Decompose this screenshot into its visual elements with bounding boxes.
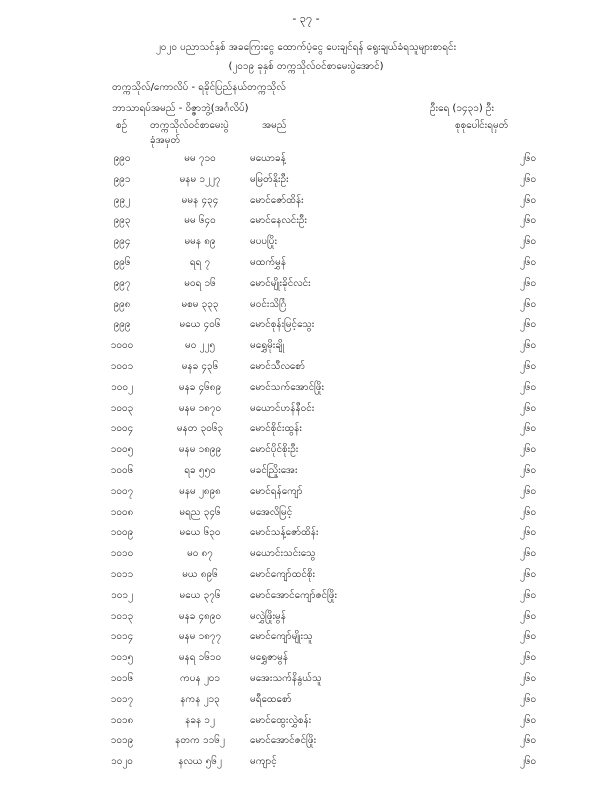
- table-row: [0, 629, 612, 650]
- serial-number: ၁၀၀၃: [110, 402, 134, 414]
- serial-number: ၉၉၁: [113, 173, 131, 185]
- total-marks: ၂၆၀: [519, 589, 537, 601]
- student-name: မောင်နေလင်းဦး: [250, 215, 307, 227]
- roll-number: မဝ ၈၇: [187, 548, 213, 560]
- student-name: မောင်သက်အောင်ဖြိုး: [250, 381, 325, 393]
- header-name: အမည်: [262, 120, 287, 131]
- table-row: [0, 505, 612, 526]
- student-name: မောင်မျိုးခိုင်လင်း: [250, 277, 311, 289]
- table-row: [0, 213, 612, 234]
- total-marks: ၂၆၀: [519, 361, 537, 372]
- student-name: မောင်အောင်ကျော်ဇင်ဖြိုး: [250, 589, 338, 601]
- total-marks: ၂၆၀: [519, 277, 537, 289]
- serial-number: ၁၀၀၆: [110, 465, 134, 476]
- table-row: [0, 567, 612, 588]
- table-row: [0, 234, 612, 255]
- serial-number: ၉၉၄: [113, 236, 131, 248]
- student-name: မောင်စုန်းမြင့်သွေး: [250, 319, 315, 331]
- total-marks: ၂၆၀: [519, 236, 537, 248]
- table-row: [0, 546, 612, 567]
- serial-number: ၁၀၂၀: [111, 756, 133, 768]
- table-row: [0, 317, 612, 338]
- table-row: [0, 359, 612, 380]
- roll-number: မမန ၈၉: [184, 236, 216, 248]
- table-row: [0, 401, 612, 422]
- table-row: [0, 193, 612, 214]
- document-subtitle: (၂၀၁၉ ခုနှစ် တက္ကသိုလ်ဝင်စာမေးပွဲအောင်): [228, 61, 384, 72]
- roll-number: နကန ၂၁၃: [180, 693, 220, 705]
- university-label: တက္ကသိုလ်/ကောလိပ် - ရခိုင်ပြည်နယ်တက္ကသိုလ်: [112, 82, 286, 93]
- serial-number: ၁၀၀၀: [110, 340, 134, 352]
- table-row: [0, 754, 612, 775]
- table-row: [0, 151, 612, 172]
- total-marks: ၂၆၀: [519, 465, 537, 476]
- roll-number: မနမ ၁၈၇၇: [178, 631, 222, 643]
- serial-number: ၁၀၀၄: [110, 423, 134, 435]
- roll-number: မစမ ၃၃၃: [181, 298, 219, 310]
- roll-number: နလယ ၅၆၂: [178, 756, 222, 768]
- student-name: မောင်သီလစော်: [250, 361, 306, 372]
- roll-number: မရည ၃၄၆: [179, 506, 221, 518]
- table-row: [0, 713, 612, 734]
- total-marks: ၂၆၀: [519, 485, 537, 497]
- total-marks: ၂၆၀: [519, 257, 537, 268]
- total-marks: ၂၆၀: [519, 444, 537, 456]
- roll-number: မဝရ ၁၆: [184, 277, 216, 289]
- serial-number: ၉၉၀: [113, 153, 131, 164]
- serial-number: ၁၀၁၁: [110, 569, 134, 580]
- student-name: မမြတ်နိုးဦး: [250, 173, 289, 185]
- total-marks: ၂၆၀: [519, 610, 537, 622]
- table-row: [0, 525, 612, 546]
- total-marks: ၂၆၀: [519, 548, 537, 560]
- roll-number: မဝ ၂၂၅: [185, 340, 215, 352]
- roll-number: နခန ၁၂: [185, 714, 215, 726]
- serial-number: ၁၀၁၅: [110, 652, 134, 664]
- serial-number: ၁၀၀၇: [110, 485, 134, 497]
- table-row: [0, 442, 612, 463]
- student-name: မဝင်းသိင်္ဂြ: [250, 298, 287, 310]
- total-marks: ၂၆၀: [519, 506, 537, 518]
- serial-number: ၁၀၁၇: [110, 693, 134, 705]
- roll-number: ကပန ၂၀၁: [179, 673, 220, 684]
- header-marks: စုစုပေါင်းရမှတ်: [455, 120, 509, 131]
- student-name: မရီထေစော်: [250, 693, 292, 705]
- total-marks: ၂၆၀: [519, 194, 537, 206]
- student-name: မအေးသက်နိနွယ်သူ: [250, 673, 322, 684]
- table-row: [0, 609, 612, 630]
- serial-number: ၁၀၁၉: [110, 735, 134, 747]
- roll-number: မယေ ၃၇၆: [179, 589, 221, 601]
- serial-number: ၁၀၁၂: [111, 589, 133, 601]
- student-name: မရွှေဇာမွန်: [250, 652, 289, 664]
- serial-number: ၁၀၁၈: [110, 714, 134, 726]
- total-marks: ၂၆၀: [519, 402, 537, 414]
- student-name: မောင်ပိုင်စိုးဦး: [250, 444, 299, 456]
- table-row: [0, 588, 612, 609]
- total-marks: ၂၆၀: [519, 735, 537, 747]
- roll-number: မယေ ၆၃၀: [179, 527, 221, 539]
- course-label: ဘာသာရပ်အမည် - ဝိဇ္ဇာဘွဲ့(အင်္ဂလိပ်): [112, 103, 249, 114]
- table-row: [0, 463, 612, 484]
- serial-number: ၁၀၁၃: [110, 610, 134, 622]
- table-row: [0, 297, 612, 318]
- header-roll-sub: ခုံအမှတ်: [150, 135, 181, 146]
- serial-number: ၁၀၀၉: [110, 527, 134, 539]
- roll-number: ရခ ၅၅၀: [184, 465, 216, 476]
- table-row: [0, 671, 612, 692]
- table-row: [0, 421, 612, 442]
- roll-number: မနတ ၃၀၆၃: [176, 423, 224, 435]
- total-marks: ၂၆၀: [519, 340, 537, 352]
- serial-number: ၉၉၃: [113, 215, 131, 227]
- roll-number: နတက ၁၁၆၂: [175, 735, 225, 747]
- student-name: မကျာင့်: [250, 756, 277, 768]
- table-row: [0, 484, 612, 505]
- page-number: - ၃၇ -: [292, 12, 320, 25]
- student-name: မလွှဲဖြိုးမွန်: [250, 610, 286, 622]
- total-marks: ၂၆၀: [519, 673, 537, 684]
- roll-number: မယ ၈၉၆: [182, 569, 218, 580]
- total-marks: ၂၆၀: [519, 569, 537, 580]
- serial-number: ၁၀၁၄: [110, 631, 134, 643]
- serial-number: ၉၉၈: [113, 298, 131, 310]
- serial-number: ၁၀၀၁: [110, 361, 134, 372]
- roll-number: မနခ ၄၈၉၀: [178, 610, 222, 622]
- serial-number: ၉၉၉: [113, 319, 131, 331]
- total-marks: ၂၆၀: [519, 173, 537, 185]
- table-row: [0, 380, 612, 401]
- roll-number: မနမ ၁၈၇၀: [178, 402, 222, 414]
- count-label: ဦးရေ (၁၄၃၁) ဦး: [430, 103, 495, 114]
- total-marks: ၂၆၀: [519, 298, 537, 310]
- student-name: မယောင်ဟန်နီဝင်း: [250, 402, 315, 414]
- total-marks: ၂၆၀: [519, 756, 537, 768]
- student-name: မောင်သန့်ဇော်ထိန်း: [250, 527, 319, 539]
- student-name: မယောင်းသင်းသွေ: [250, 548, 316, 560]
- total-marks: ၂၆၀: [519, 631, 537, 643]
- serial-number: ၉၉၇: [113, 277, 131, 289]
- table-row: [0, 338, 612, 359]
- student-name: မောင်ထွေးလွှဲစန်း: [250, 714, 312, 726]
- roll-number: မမ ၇၁၀: [184, 153, 216, 164]
- roll-number: မနရ ၁၆၁၀: [178, 652, 222, 664]
- student-name: မောင်အောင်ဇင်ဖြိုး: [250, 735, 317, 747]
- student-name: မခင်ညြိုးအေး: [250, 465, 298, 476]
- table-row: [0, 650, 612, 671]
- total-marks: ၂၆၀: [519, 693, 537, 705]
- header-no: စဉ်: [116, 120, 128, 131]
- roll-number: ရရ ၇: [189, 257, 211, 268]
- serial-number: ၁၀၁၆: [110, 673, 134, 684]
- serial-number: ၁၀၀၈: [110, 506, 134, 518]
- roll-number: မယေ ၄၀၆: [179, 319, 221, 331]
- serial-number: ၉၉၂: [113, 194, 131, 206]
- roll-number: မနခ ၄၆၈၉: [178, 381, 222, 393]
- student-name: မထက်မွှန်: [250, 257, 287, 268]
- header-roll: တက္ကသိုလ်ဝင်စာမေးပွဲ: [150, 120, 229, 131]
- table-row: [0, 255, 612, 276]
- roll-number: မနမ ၁၈၉၉: [178, 444, 222, 456]
- student-name: မောင်ရန်ကျော်: [250, 485, 303, 497]
- student-name: မောင်ဇော်ထိန်း: [250, 194, 304, 206]
- serial-number: ၉၉၆: [113, 257, 131, 268]
- student-name: မယောခန့်: [250, 153, 286, 164]
- roll-number: မနမ ၂၈၉၈: [179, 485, 221, 497]
- document-title: ၂၀၂၀ ပညာသင်နှစ် အခကြေးငွေ ထောက်ပံ့ငွေ ပေးချင်ရန် ရွေးချယ်ခံရသူများစာရင်း: [155, 42, 457, 53]
- total-marks: ၂၆၀: [519, 153, 537, 164]
- table-row: [0, 733, 612, 754]
- student-name: မအေလိမြင့်: [250, 506, 293, 518]
- total-marks: ၂၆၀: [519, 527, 537, 539]
- serial-number: ၁၀၀၅: [110, 444, 134, 456]
- student-name: မောင်ကျော်ထင်စိုး: [250, 569, 316, 580]
- roll-number: မမ ၆၄၀: [184, 215, 216, 227]
- student-name: မပပပြိုး: [250, 236, 278, 248]
- total-marks: ၂၆၀: [519, 381, 537, 393]
- total-marks: ၂၆၀: [519, 215, 537, 227]
- student-name: မောင်စိုင်းထွန်း: [250, 423, 302, 435]
- roll-number: မမန ၄၃၄: [181, 194, 219, 206]
- total-marks: ၂၆၀: [519, 319, 537, 331]
- total-marks: ၂၆၀: [519, 714, 537, 726]
- table-row: [0, 692, 612, 713]
- total-marks: ၂၆၀: [519, 652, 537, 664]
- roll-number: မနမ ၁၂၂၇: [179, 173, 221, 185]
- total-marks: ၂၆၀: [519, 423, 537, 435]
- serial-number: ၁၀၁၀: [110, 548, 134, 560]
- table-row: [0, 276, 612, 297]
- student-name: မရွှေမိုးချို: [250, 340, 284, 352]
- roll-number: မနခ ၄၃၆: [181, 361, 219, 372]
- table-row: [0, 172, 612, 193]
- serial-number: ၁၀၀၂: [111, 381, 133, 393]
- student-name: မောင်ကျော်မျိုးသူ: [250, 631, 313, 643]
